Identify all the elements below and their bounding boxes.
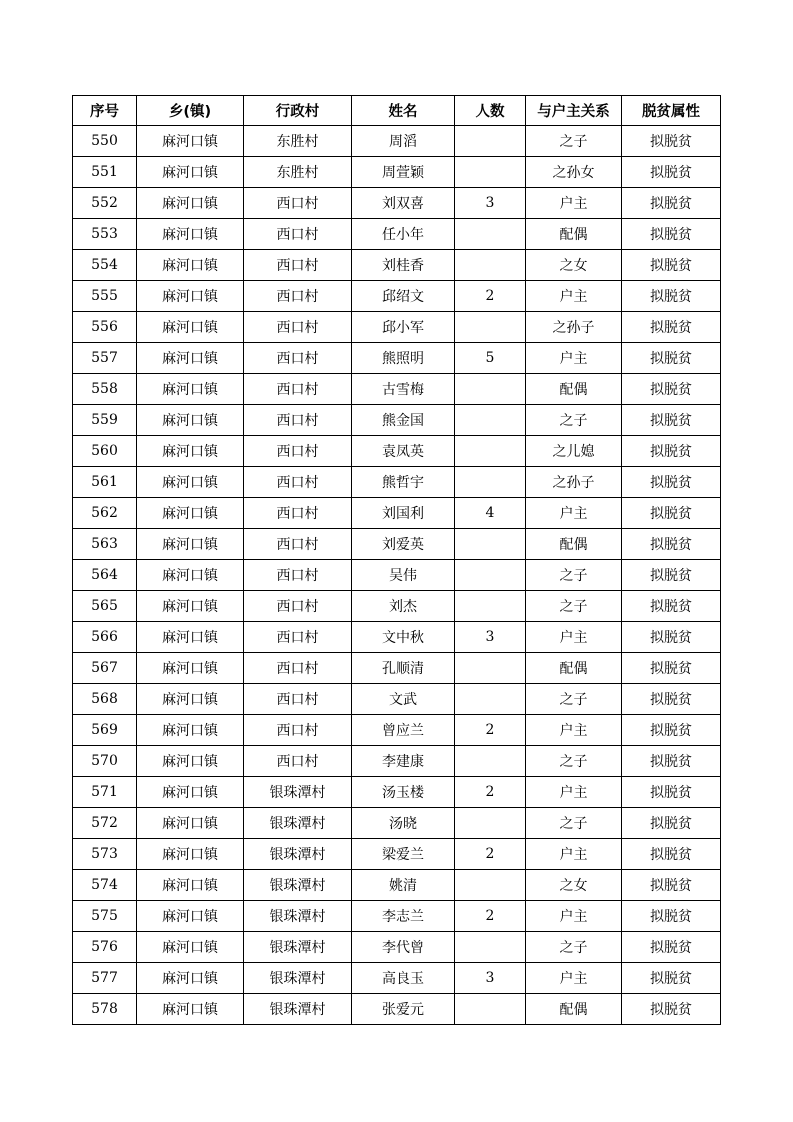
cell-index: 567 (73, 653, 137, 684)
cell-village: 银珠潭村 (244, 808, 352, 839)
cell-index: 557 (73, 343, 137, 374)
cell-village: 银珠潭村 (244, 839, 352, 870)
cell-village: 西口村 (244, 405, 352, 436)
cell-township: 麻河口镇 (137, 932, 244, 963)
cell-household-size (455, 374, 526, 405)
table-row (73, 529, 721, 560)
cell-township: 麻河口镇 (137, 374, 244, 405)
cell-village: 西口村 (244, 746, 352, 777)
cell-name: 刘桂香 (352, 250, 455, 281)
cell-village: 银珠潭村 (244, 932, 352, 963)
cell-status: 拟脱贫 (622, 560, 721, 591)
cell-village: 西口村 (244, 436, 352, 467)
cell-status: 拟脱贫 (622, 281, 721, 312)
cell-township: 麻河口镇 (137, 591, 244, 622)
cell-index: 558 (73, 374, 137, 405)
cell-village: 西口村 (244, 281, 352, 312)
cell-status: 拟脱贫 (622, 436, 721, 467)
table-row (73, 126, 721, 157)
cell-township: 麻河口镇 (137, 777, 244, 808)
cell-village: 东胜村 (244, 157, 352, 188)
cell-relation: 户主 (526, 715, 622, 746)
cell-relation: 户主 (526, 777, 622, 808)
cell-household-size (455, 870, 526, 901)
cell-village: 西口村 (244, 250, 352, 281)
cell-household-size (455, 746, 526, 777)
cell-status: 拟脱贫 (622, 870, 721, 901)
cell-name: 汤晓 (352, 808, 455, 839)
cell-name: 邱小军 (352, 312, 455, 343)
cell-index: 550 (73, 126, 137, 157)
cell-township: 麻河口镇 (137, 622, 244, 653)
cell-name: 汤玉楼 (352, 777, 455, 808)
cell-relation: 之子 (526, 405, 622, 436)
cell-status: 拟脱贫 (622, 839, 721, 870)
table-body (73, 126, 721, 1025)
cell-township: 麻河口镇 (137, 653, 244, 684)
cell-index: 553 (73, 219, 137, 250)
cell-household-size (455, 591, 526, 622)
table-row (73, 188, 721, 219)
cell-township: 麻河口镇 (137, 529, 244, 560)
cell-relation: 之子 (526, 591, 622, 622)
cell-village: 西口村 (244, 591, 352, 622)
cell-household-size (455, 653, 526, 684)
cell-township: 麻河口镇 (137, 808, 244, 839)
poverty-list-table (72, 95, 721, 1025)
cell-village: 银珠潭村 (244, 963, 352, 994)
cell-village: 西口村 (244, 219, 352, 250)
cell-name: 曾应兰 (352, 715, 455, 746)
table-row (73, 498, 721, 529)
cell-village: 东胜村 (244, 126, 352, 157)
cell-relation: 户主 (526, 901, 622, 932)
cell-name: 姚清 (352, 870, 455, 901)
cell-village: 西口村 (244, 343, 352, 374)
cell-village: 西口村 (244, 529, 352, 560)
cell-household-size: 3 (455, 188, 526, 219)
cell-name: 任小年 (352, 219, 455, 250)
cell-name: 周滔 (352, 126, 455, 157)
table-header-row (73, 96, 721, 126)
cell-index: 573 (73, 839, 137, 870)
cell-name: 刘国利 (352, 498, 455, 529)
cell-township: 麻河口镇 (137, 312, 244, 343)
cell-index: 569 (73, 715, 137, 746)
cell-name: 邱绍文 (352, 281, 455, 312)
cell-index: 572 (73, 808, 137, 839)
cell-household-size (455, 932, 526, 963)
cell-status: 拟脱贫 (622, 932, 721, 963)
cell-status: 拟脱贫 (622, 405, 721, 436)
cell-status: 拟脱贫 (622, 777, 721, 808)
cell-village: 西口村 (244, 715, 352, 746)
cell-relation: 之孙子 (526, 467, 622, 498)
cell-name: 高良玉 (352, 963, 455, 994)
table-row (73, 653, 721, 684)
cell-name: 周萱颖 (352, 157, 455, 188)
cell-village: 西口村 (244, 622, 352, 653)
header-index: 序号 (73, 96, 137, 126)
cell-township: 麻河口镇 (137, 188, 244, 219)
cell-status: 拟脱贫 (622, 219, 721, 250)
cell-index: 571 (73, 777, 137, 808)
table-row (73, 901, 721, 932)
header-household-size: 人数 (455, 96, 526, 126)
cell-status: 拟脱贫 (622, 622, 721, 653)
cell-index: 578 (73, 994, 137, 1025)
cell-household-size (455, 684, 526, 715)
cell-index: 554 (73, 250, 137, 281)
cell-township: 麻河口镇 (137, 219, 244, 250)
table-row (73, 157, 721, 188)
cell-index: 565 (73, 591, 137, 622)
table-row (73, 343, 721, 374)
table-row (73, 870, 721, 901)
cell-index: 577 (73, 963, 137, 994)
cell-relation: 配偶 (526, 653, 622, 684)
cell-township: 麻河口镇 (137, 870, 244, 901)
cell-index: 575 (73, 901, 137, 932)
table-row (73, 839, 721, 870)
cell-household-size (455, 994, 526, 1025)
cell-relation: 之孙子 (526, 312, 622, 343)
cell-relation: 户主 (526, 343, 622, 374)
cell-township: 麻河口镇 (137, 839, 244, 870)
table-row (73, 560, 721, 591)
cell-status: 拟脱贫 (622, 312, 721, 343)
cell-village: 西口村 (244, 684, 352, 715)
cell-index: 559 (73, 405, 137, 436)
cell-status: 拟脱贫 (622, 746, 721, 777)
cell-township: 麻河口镇 (137, 684, 244, 715)
cell-township: 麻河口镇 (137, 436, 244, 467)
cell-name: 李志兰 (352, 901, 455, 932)
cell-status: 拟脱贫 (622, 901, 721, 932)
cell-status: 拟脱贫 (622, 467, 721, 498)
cell-name: 刘双喜 (352, 188, 455, 219)
table-row (73, 622, 721, 653)
cell-name: 文武 (352, 684, 455, 715)
table-row (73, 591, 721, 622)
cell-index: 563 (73, 529, 137, 560)
cell-household-size: 5 (455, 343, 526, 374)
cell-index: 574 (73, 870, 137, 901)
cell-relation: 之子 (526, 560, 622, 591)
cell-index: 561 (73, 467, 137, 498)
cell-township: 麻河口镇 (137, 994, 244, 1025)
cell-village: 西口村 (244, 653, 352, 684)
cell-household-size (455, 126, 526, 157)
cell-status: 拟脱贫 (622, 653, 721, 684)
cell-household-size: 2 (455, 777, 526, 808)
table-row (73, 684, 721, 715)
cell-township: 麻河口镇 (137, 281, 244, 312)
cell-status: 拟脱贫 (622, 498, 721, 529)
cell-relation: 配偶 (526, 374, 622, 405)
header-name: 姓名 (352, 96, 455, 126)
cell-relation: 之孙女 (526, 157, 622, 188)
cell-name: 刘爱英 (352, 529, 455, 560)
cell-name: 张爱元 (352, 994, 455, 1025)
cell-township: 麻河口镇 (137, 467, 244, 498)
cell-relation: 户主 (526, 622, 622, 653)
table-row (73, 250, 721, 281)
cell-status: 拟脱贫 (622, 343, 721, 374)
cell-name: 袁凤英 (352, 436, 455, 467)
cell-village: 银珠潭村 (244, 777, 352, 808)
cell-township: 麻河口镇 (137, 746, 244, 777)
cell-household-size (455, 157, 526, 188)
cell-township: 麻河口镇 (137, 963, 244, 994)
cell-relation: 户主 (526, 839, 622, 870)
cell-village: 银珠潭村 (244, 901, 352, 932)
cell-township: 麻河口镇 (137, 126, 244, 157)
cell-name: 熊哲宇 (352, 467, 455, 498)
cell-index: 568 (73, 684, 137, 715)
cell-index: 560 (73, 436, 137, 467)
cell-village: 银珠潭村 (244, 994, 352, 1025)
table-row (73, 932, 721, 963)
table-row (73, 436, 721, 467)
cell-status: 拟脱贫 (622, 963, 721, 994)
cell-relation: 配偶 (526, 219, 622, 250)
table-row (73, 777, 721, 808)
cell-township: 麻河口镇 (137, 498, 244, 529)
cell-name: 刘杰 (352, 591, 455, 622)
cell-township: 麻河口镇 (137, 405, 244, 436)
cell-index: 551 (73, 157, 137, 188)
cell-household-size (455, 312, 526, 343)
cell-relation: 配偶 (526, 994, 622, 1025)
cell-relation: 之女 (526, 870, 622, 901)
cell-household-size: 2 (455, 839, 526, 870)
cell-village: 西口村 (244, 498, 352, 529)
cell-status: 拟脱贫 (622, 374, 721, 405)
cell-relation: 之子 (526, 808, 622, 839)
cell-index: 562 (73, 498, 137, 529)
cell-village: 西口村 (244, 467, 352, 498)
cell-relation: 户主 (526, 498, 622, 529)
table-row (73, 467, 721, 498)
cell-relation: 之子 (526, 932, 622, 963)
cell-name: 熊金国 (352, 405, 455, 436)
cell-index: 566 (73, 622, 137, 653)
cell-index: 576 (73, 932, 137, 963)
table-row (73, 715, 721, 746)
cell-name: 孔顺清 (352, 653, 455, 684)
table-row (73, 281, 721, 312)
cell-name: 文中秋 (352, 622, 455, 653)
cell-name: 吴伟 (352, 560, 455, 591)
cell-household-size: 2 (455, 715, 526, 746)
table-row (73, 219, 721, 250)
cell-household-size: 2 (455, 281, 526, 312)
table-row (73, 746, 721, 777)
cell-township: 麻河口镇 (137, 560, 244, 591)
cell-household-size: 4 (455, 498, 526, 529)
cell-index: 564 (73, 560, 137, 591)
cell-relation: 之儿媳 (526, 436, 622, 467)
cell-relation: 户主 (526, 188, 622, 219)
cell-status: 拟脱贫 (622, 994, 721, 1025)
cell-relation: 之子 (526, 746, 622, 777)
cell-index: 556 (73, 312, 137, 343)
cell-household-size: 2 (455, 901, 526, 932)
cell-status: 拟脱贫 (622, 250, 721, 281)
cell-household-size (455, 219, 526, 250)
table-row (73, 312, 721, 343)
cell-relation: 之子 (526, 126, 622, 157)
cell-status: 拟脱贫 (622, 715, 721, 746)
header-relation: 与户主关系 (526, 96, 622, 126)
cell-index: 552 (73, 188, 137, 219)
cell-township: 麻河口镇 (137, 157, 244, 188)
table-row (73, 808, 721, 839)
header-status: 脱贫属性 (622, 96, 721, 126)
header-village: 行政村 (244, 96, 352, 126)
cell-township: 麻河口镇 (137, 901, 244, 932)
cell-name: 梁爱兰 (352, 839, 455, 870)
cell-household-size (455, 405, 526, 436)
cell-township: 麻河口镇 (137, 250, 244, 281)
cell-relation: 之子 (526, 684, 622, 715)
table-row (73, 963, 721, 994)
cell-status: 拟脱贫 (622, 684, 721, 715)
cell-village: 西口村 (244, 560, 352, 591)
cell-household-size (455, 467, 526, 498)
cell-name: 古雪梅 (352, 374, 455, 405)
cell-village: 银珠潭村 (244, 870, 352, 901)
cell-status: 拟脱贫 (622, 808, 721, 839)
cell-household-size (455, 436, 526, 467)
cell-relation: 之女 (526, 250, 622, 281)
cell-status: 拟脱贫 (622, 126, 721, 157)
cell-township: 麻河口镇 (137, 343, 244, 374)
cell-household-size: 3 (455, 963, 526, 994)
cell-household-size (455, 560, 526, 591)
cell-status: 拟脱贫 (622, 591, 721, 622)
cell-household-size (455, 808, 526, 839)
cell-name: 李代曾 (352, 932, 455, 963)
cell-relation: 户主 (526, 963, 622, 994)
cell-township: 麻河口镇 (137, 715, 244, 746)
header-township: 乡(镇) (137, 96, 244, 126)
cell-status: 拟脱贫 (622, 157, 721, 188)
cell-status: 拟脱贫 (622, 529, 721, 560)
cell-household-size (455, 529, 526, 560)
cell-village: 西口村 (244, 312, 352, 343)
cell-household-size: 3 (455, 622, 526, 653)
cell-village: 西口村 (244, 188, 352, 219)
table-row (73, 405, 721, 436)
cell-status: 拟脱贫 (622, 188, 721, 219)
cell-index: 570 (73, 746, 137, 777)
cell-index: 555 (73, 281, 137, 312)
table-row (73, 994, 721, 1025)
cell-relation: 户主 (526, 281, 622, 312)
cell-relation: 配偶 (526, 529, 622, 560)
cell-household-size (455, 250, 526, 281)
cell-name: 熊照明 (352, 343, 455, 374)
table-row (73, 374, 721, 405)
cell-name: 李建康 (352, 746, 455, 777)
cell-village: 西口村 (244, 374, 352, 405)
